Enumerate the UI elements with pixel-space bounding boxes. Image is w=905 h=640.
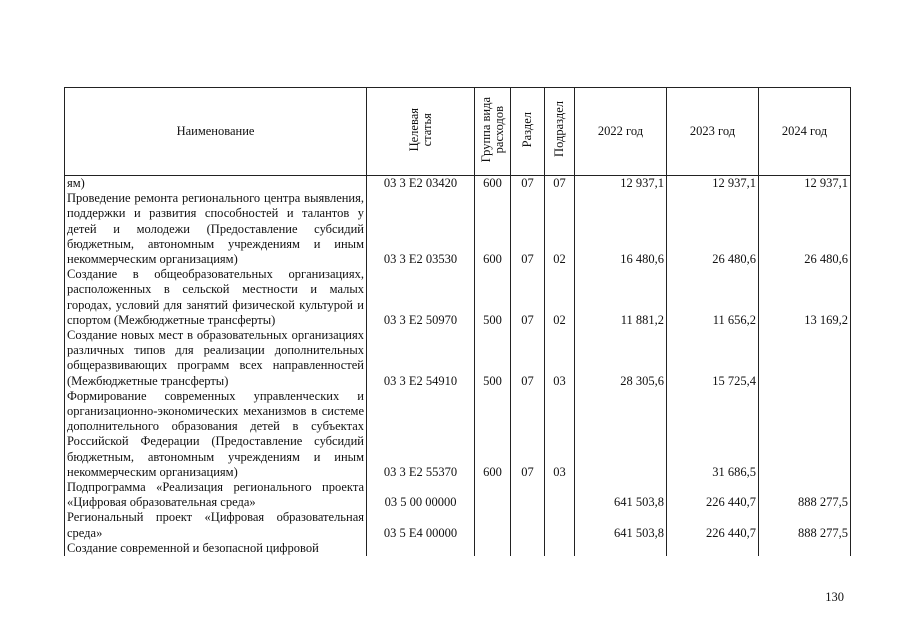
table-row — [65, 510, 851, 540]
row-section: 07 — [511, 176, 545, 192]
row-code — [367, 541, 475, 556]
table-row — [65, 389, 851, 480]
row-code: 03 3 Е2 55370 — [367, 389, 475, 480]
row-subsection: 02 — [545, 191, 575, 267]
table-row — [65, 541, 851, 556]
row-2022: 11 881,2 — [575, 267, 667, 328]
header-expense-group: Группа вида расходов — [475, 88, 511, 176]
header-subsection: Подраздел — [545, 88, 575, 176]
row-2024: 26 480,6 — [759, 191, 851, 267]
row-name: ям) — [65, 176, 367, 192]
row-2022: 28 305,6 — [575, 328, 667, 389]
row-code: 03 3 Е2 50970 — [367, 267, 475, 328]
table-header-row — [65, 88, 851, 176]
table-row — [65, 176, 851, 192]
row-2023: 226 440,7 — [667, 480, 759, 510]
row-subsection — [545, 541, 575, 556]
row-2022 — [575, 541, 667, 556]
row-subsection: 07 — [545, 176, 575, 192]
row-code: 03 5 00 00000 — [367, 480, 475, 510]
row-2024: 888 277,5 — [759, 480, 851, 510]
header-name: Наименование — [65, 88, 367, 176]
row-code: 03 5 Е4 00000 — [367, 510, 475, 540]
header-target: Целевая статья — [367, 88, 475, 176]
budget-table — [64, 87, 851, 556]
row-2022: 641 503,8 — [575, 480, 667, 510]
row-2022: 12 937,1 — [575, 176, 667, 192]
row-2023: 26 480,6 — [667, 191, 759, 267]
row-name: Проведение ремонта регионального центра выявления, поддержки и развития способностей и талантов у детей и молодежи (Предоставление субсидий бюджетным, автономным учреждениям и иным некоммерческим организациям) — [65, 191, 367, 267]
row-name: Создание современной и безопасной цифровой — [65, 541, 367, 556]
row-2022: 641 503,8 — [575, 510, 667, 540]
row-name: Создание новых мест в образовательных организациях различных типов для реализации дополнительных общеразвивающих программ всех направленностей (Межбюджетные трансферты) — [65, 328, 367, 389]
row-group: 500 — [475, 328, 511, 389]
header-section: Раздел — [511, 88, 545, 176]
row-group — [475, 541, 511, 556]
row-2024: 13 169,2 — [759, 267, 851, 328]
header-2024: 2024 год — [759, 88, 851, 176]
row-subsection — [545, 510, 575, 540]
row-2024: 12 937,1 — [759, 176, 851, 192]
table-row — [65, 480, 851, 510]
row-code: 03 3 Е2 03530 — [367, 191, 475, 267]
table-row — [65, 191, 851, 267]
table-row — [65, 328, 851, 389]
header-2023: 2023 год — [667, 88, 759, 176]
row-name: Создание в общеобразовательных организациях, расположенных в сельской местности и малых городах, условий для занятий физической культурой и спортом (Межбюджетные трансферты) — [65, 267, 367, 328]
row-group: 500 — [475, 267, 511, 328]
row-name: Подпрограмма «Реализация регионального проекта «Цифровая образовательная среда» — [65, 480, 367, 510]
row-section: 07 — [511, 191, 545, 267]
header-2022: 2022 год — [575, 88, 667, 176]
page-number: 130 — [825, 590, 844, 604]
row-2024 — [759, 389, 851, 480]
row-name: Региональный проект «Цифровая образовательная среда» — [65, 510, 367, 540]
row-group: 600 — [475, 176, 511, 192]
row-subsection — [545, 480, 575, 510]
row-2024 — [759, 328, 851, 389]
row-code: 03 3 Е2 54910 — [367, 328, 475, 389]
row-section: 07 — [511, 328, 545, 389]
row-group: 600 — [475, 389, 511, 480]
row-2023: 226 440,7 — [667, 510, 759, 540]
row-2023 — [667, 541, 759, 556]
row-section — [511, 480, 545, 510]
row-subsection: 02 — [545, 267, 575, 328]
row-group — [475, 510, 511, 540]
row-2022 — [575, 389, 667, 480]
row-section: 07 — [511, 389, 545, 480]
row-2023: 15 725,4 — [667, 328, 759, 389]
row-section — [511, 541, 545, 556]
row-2024: 888 277,5 — [759, 510, 851, 540]
row-name: Формирование современных управленческих и организационно-экономических механизмов в системе дополнительного образования детей в субъектах Российской Федерации (Предоставление субсидий бюджетным, автономным учреждениям и иным некоммерческим организациям) — [65, 389, 367, 480]
row-subsection: 03 — [545, 328, 575, 389]
row-subsection: 03 — [545, 389, 575, 480]
row-section: 07 — [511, 267, 545, 328]
row-2023: 11 656,2 — [667, 267, 759, 328]
row-2024 — [759, 541, 851, 556]
row-section — [511, 510, 545, 540]
row-2022: 16 480,6 — [575, 191, 667, 267]
table-row — [65, 267, 851, 328]
row-group — [475, 480, 511, 510]
row-2023: 12 937,1 — [667, 176, 759, 192]
row-2023: 31 686,5 — [667, 389, 759, 480]
row-group: 600 — [475, 191, 511, 267]
row-code: 03 3 Е2 03420 — [367, 176, 475, 192]
